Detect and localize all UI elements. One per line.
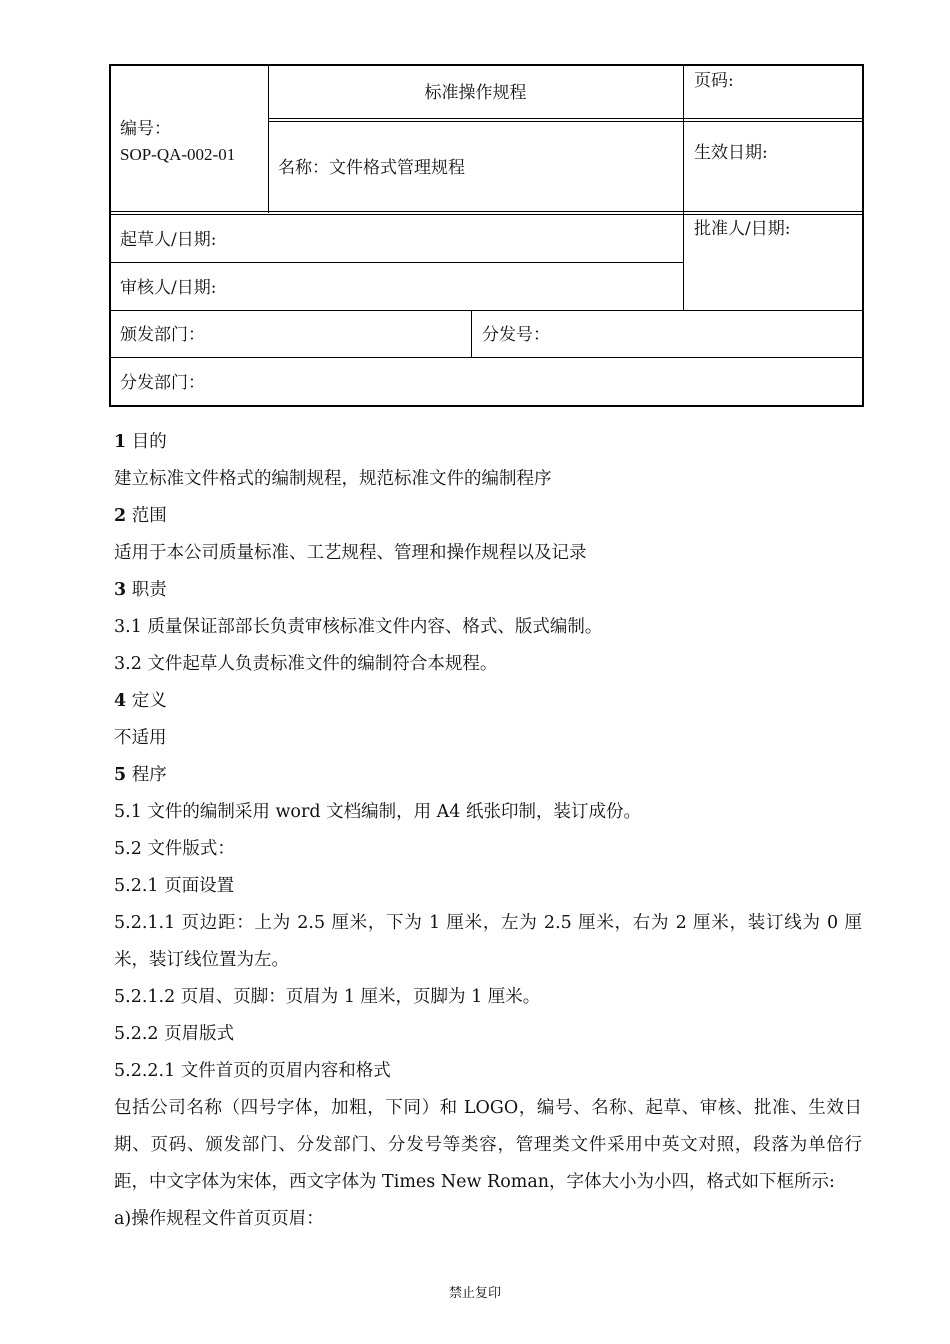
body-paragraph [114,461,862,498]
paragraph-text: 5.2.1.2 页眉、页脚：页眉为 1 厘米，页脚为 1 厘米。 [114,987,541,1007]
reviewer-label: 审核人/日期: [120,278,217,298]
table-border-right [862,64,864,407]
table-border-top [109,64,864,66]
page-number-label: 页码: [694,71,734,91]
body-paragraph [114,1090,862,1201]
paragraph-text: 5.2 文件版式： [114,839,235,859]
document-header-table [0,0,950,420]
section-title: 定义 [126,691,167,711]
body-paragraph [114,794,862,831]
section-heading [114,424,862,461]
table-divider [268,118,862,119]
paragraph-text: 建立标准文件格式的编制规程，规范标准文件的编制程序 [114,469,552,489]
section-number: 4 [114,691,127,711]
paragraph-text: 3.2 文件起草人负责标准文件的编制符合本规程。 [114,654,498,674]
table-divider [109,310,864,311]
body-paragraph [114,1016,862,1053]
table-border-left [109,64,111,407]
body-paragraph [114,720,862,757]
section-heading [114,757,862,794]
table-divider [109,214,864,215]
section-number: 3 [114,580,127,600]
table-border-bottom [109,405,864,407]
section-title: 程序 [126,765,167,785]
body-paragraph [114,831,862,868]
paragraph-text: 3.1 质量保证部部长负责审核标准文件内容、格式、版式编制。 [114,617,603,637]
paragraph-text: 5.2.2.1 文件首页的页眉内容和格式 [114,1061,391,1081]
number-label: 编号： [120,119,171,139]
table-divider [683,64,684,310]
table-divider [109,262,684,263]
drafter-label: 起草人/日期: [120,230,217,250]
paragraph-text: 适用于本公司质量标准、工艺规程、管理和操作规程以及记录 [114,543,587,563]
document-name-label: 名称：文件格式管理规程 [278,158,465,178]
table-divider [109,211,864,212]
section-heading [114,498,862,535]
table-divider [268,121,862,122]
body-paragraph [114,609,862,646]
body-paragraph [114,905,862,979]
section-number: 1 [114,432,127,452]
number-value: SOP-QA-002-01 [120,145,236,164]
paragraph-text: 5.2.1 页面设置 [114,876,235,896]
body-paragraph [114,1053,862,1090]
issuing-dept-label: 颁发部门： [120,325,205,345]
approver-label: 批准人/日期: [694,219,791,239]
paragraph-text: 5.2.2 页眉版式 [114,1024,235,1044]
section-title: 目的 [126,432,167,452]
section-number: 2 [114,506,127,526]
body-paragraph [114,979,862,1016]
paragraph-text: 包括公司名称（四号字体，加粗，下同）和 LOGO，编号、名称、起草、审核、批准、生效日期、页码、颁发部门、分发部门、分发号等类容，管理类文件采用中英文对照，段落为单倍行距，中文字体为宋体，西文字体为 Times New Roman，字体大小为小四，格式如下框所示: [114,1098,862,1192]
table-divider [109,357,864,358]
section-title: 范围 [126,506,167,526]
doc-type-title: 标准操作规程 [424,83,527,103]
paragraph-text: 5.1 文件的编制采用 word 文档编制，用 A4 纸张印制，装订成份。 [114,802,641,822]
distribution-number-label: 分发号： [482,325,550,345]
body-paragraph [114,646,862,683]
document-body [114,424,862,1238]
section-heading [114,683,862,720]
table-divider [471,310,472,357]
section-heading [114,572,862,609]
distribution-dept-label: 分发部门： [120,373,205,393]
body-paragraph [114,1201,862,1238]
paragraph-text: 不适用 [114,728,167,748]
body-paragraph [114,868,862,905]
section-title: 职责 [126,580,167,600]
effective-date-label: 生效日期: [694,143,768,163]
paragraph-text: 5.2.1.1 页边距：上为 2.5 厘米，下为 1 厘米，左为 2.5 厘米，右为 2 厘米，装订线为 0 厘米，装订线位置为左。 [114,913,862,970]
body-paragraph [114,535,862,572]
paragraph-text: a)操作规程文件首页页眉： [114,1209,324,1229]
footer-no-copy: 禁止复印 [448,1286,501,1301]
section-number: 5 [114,765,127,785]
